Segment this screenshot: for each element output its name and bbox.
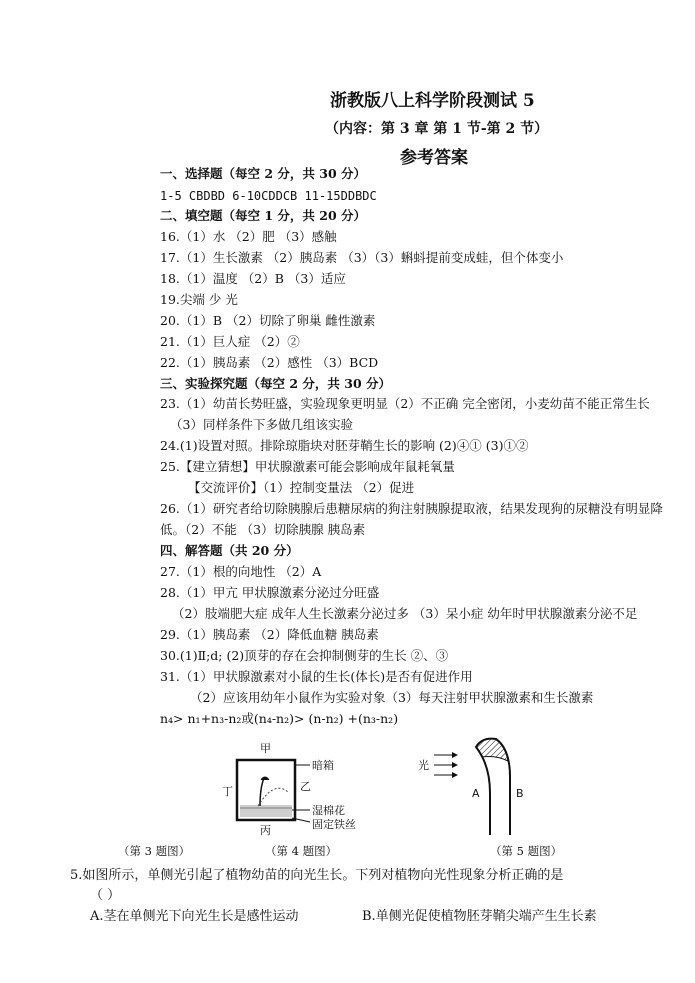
section-heading-choice: 一、选择题（每空 2 分，共 30 分） [160,166,367,181]
answer-line: 低。（2）不能 （3）切除胰腺 胰岛素 [160,522,366,537]
answer-line: 18.（1）温度 （2）B （3）适应 [160,271,346,286]
answer-line: 17.（1）生长激素 （2）胰岛素 （3）（3）蝌蚪提前变成蛙，但个体变小 [160,250,564,265]
answer-line: 21.（1）巨人症 （2）② [160,334,300,349]
answer-line: 24.(1)设置对照。排除琼脂块对胚芽鞘生长的影响 (2)④① (3)①② [160,438,529,453]
caption-fig5: （第 5 题图） [490,844,563,858]
answer-line: 19.尖端 少 光 [160,292,238,307]
answer-line: 【交流评价】（1）控制变量法 （2）促进 [188,480,415,495]
section-heading-fill: 二、填空题（每空 1 分，共 20 分） [160,208,367,223]
fig4-dark-box-diagram [200,740,375,845]
answer-line: 27.（1）根的向地性 （2）A [160,564,322,579]
question5-blank: （ ） [90,888,121,903]
answer-heading: 参考答案 [400,148,468,168]
question5-option-b: B.单侧光促使植物胚芽鞘尖端产生生长素 [362,909,597,924]
fig4-label-right: 乙 [300,780,311,793]
formula-line: n₄> n₁+n₃-n₂或(n₄-n₂)> (n-n₂) +(n₃-n₂) [160,711,399,726]
fig4-label-wire: 固定铁丝 [312,818,356,831]
fig4-label-bottom: 丙 [260,824,271,837]
answer-line: 26.（1）研究者给切除胰腺后患糖尿病的狗注射胰腺提取液，结果发现狗的尿糖没有明显降 [160,501,663,516]
answer-line: 31.（1）甲状腺激素对小鼠的生长(体长)是否有促进作用 [160,669,473,684]
answer-line: 29.（1）胰岛素 （2）降低血糖 胰岛素 [160,627,379,642]
question5-stem: 5.如图所示，单侧光引起了植物幼苗的向光生长。下列对植物向光性现象分析正确的是 [70,868,564,883]
fig4-label-left: 丁 [222,785,233,798]
fig5-label-a: A [472,787,480,800]
page-title: 浙教版八上科学阶段测试 5 [330,91,535,111]
answer-line: （3）同样条件下多做几组该实验 [170,417,353,432]
answer-line: 1-5 CBDBD 6-10CDDCB 11-15DDBDC [160,189,377,203]
answer-line: （2）肢端肥大症 成年人生长激素分泌过多 （3）呆小症 幼年时甲状腺激素分泌不足 [172,606,638,621]
section-heading-experiment: 三、实验探究题（每空 2 分，共 30 分） [160,376,392,391]
fig4-label-cotton: 湿棉花 [312,804,345,817]
answer-line: 16.（1）水 （2）肥 （3）感触 [160,229,337,244]
answer-line: 22.（1）胰岛素 （2）感性 （3）BCD [160,355,379,370]
page-subtitle: （内容：第 3 章 第 1 节-第 2 节） [325,121,549,137]
answer-line: 20.（1）B （2）切除了卵巢 雌性激素 [160,313,376,328]
caption-fig4: （第 4 题图） [265,844,338,858]
caption-fig3: （第 3 题图） [118,844,191,858]
fig4-label-darkbox: 暗箱 [312,759,334,772]
answer-line: 25.【建立猜想】甲状腺激素可能会影响成年鼠耗氧量 [160,459,455,474]
question5-option-a: A.茎在单侧光下向光生长是感性运动 [90,909,299,924]
fig5-phototropism-diagram [410,735,540,840]
answer-line: 23.（1）幼苗长势旺盛，实验现象更明显（2）不正确 完全密闭，小麦幼苗不能正常生长 [160,396,650,411]
fig4-label-top: 甲 [260,742,271,755]
answer-line: （2）应该用幼年小鼠作为实验对象（3）每天注射甲状腺激素和生长激素 [190,690,594,705]
fig5-label-light: 光 [418,759,429,772]
answer-line: 30.(1)Ⅱ;d; (2)顶芽的存在会抑制侧芽的生长 ②、③ [160,648,449,663]
answer-line: 28.（1）甲亢 甲状腺激素分泌过分旺盛 [160,585,380,600]
fig5-label-b: B [516,787,524,800]
section-heading-solve: 四、解答题（共 20 分） [160,543,299,558]
